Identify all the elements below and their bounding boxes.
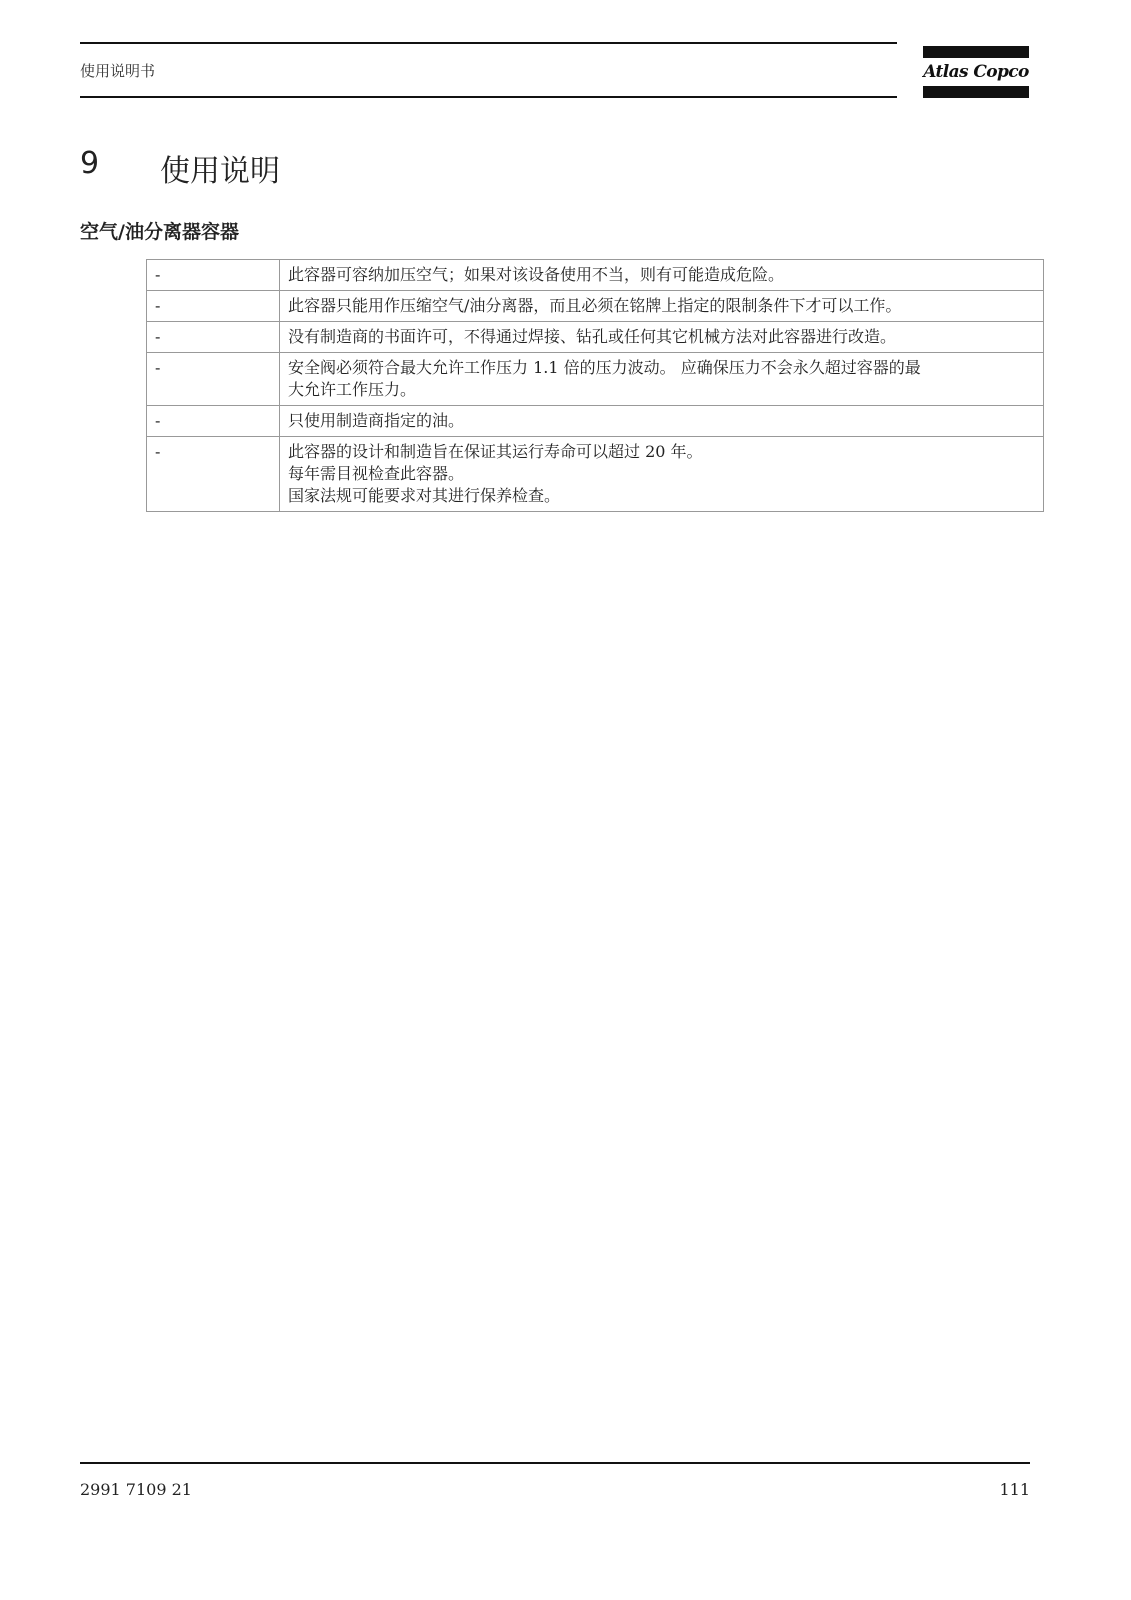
logo-bottom-bar <box>923 86 1029 98</box>
rule-bullet: - <box>147 291 280 322</box>
rule-text-line: 每年需目视检查此容器。 <box>288 464 465 483</box>
rule-text-line: 此容器的设计和制造旨在保证其运行寿命可以超过 20 年。 <box>288 442 703 461</box>
header-bottom-rule <box>80 96 897 98</box>
rule-text-line: 此容器可容纳加压空气；如果对该设备使用不当，则有可能造成危险。 <box>288 265 785 284</box>
footer-page-number: 111 <box>999 1480 1030 1499</box>
rules-table <box>146 259 1044 512</box>
atlas-copco-logo <box>923 46 1029 98</box>
chapter-number: 9 <box>80 146 100 181</box>
logo-wordmark: Atlas Copco <box>923 62 1029 82</box>
rule-row <box>147 406 1044 437</box>
rule-text-line: 没有制造商的书面许可，不得通过焊接、钻孔或任何其它机械方法对此容器进行改造。 <box>288 327 897 346</box>
logo-top-bar <box>923 46 1029 58</box>
header-top-rule <box>80 42 897 44</box>
rule-row <box>147 291 1044 322</box>
rule-text <box>280 291 1044 322</box>
footer-rule <box>80 1462 1030 1464</box>
rule-text <box>280 322 1044 353</box>
rule-bullet: - <box>147 437 280 512</box>
footer-doc-number: 2991 7109 21 <box>80 1480 192 1499</box>
rule-bullet: - <box>147 260 280 291</box>
rule-row <box>147 437 1044 512</box>
rule-row <box>147 353 1044 406</box>
rule-text-line: 国家法规可能要求对其进行保养检查。 <box>288 486 561 505</box>
rule-text-line: 大允许工作压力。 <box>288 380 417 399</box>
rule-text-line: 此容器只能用作压缩空气/油分离器，而且必须在铭牌上指定的限制条件下才可以工作。 <box>288 296 902 315</box>
rule-text <box>280 260 1044 291</box>
rule-row <box>147 260 1044 291</box>
header-title: 使用说明书 <box>80 62 156 80</box>
rule-row <box>147 322 1044 353</box>
rule-text <box>280 406 1044 437</box>
chapter-title: 使用说明 <box>160 154 280 189</box>
rule-bullet: - <box>147 322 280 353</box>
rule-bullet: - <box>147 406 280 437</box>
rule-text-line: 安全阀必须符合最大允许工作压力 1.1 倍的压力波动。 应确保压力不会永久超过容器的最 <box>288 358 921 377</box>
section-title: 空气/油分离器容器 <box>80 221 239 243</box>
rule-text-line: 只使用制造商指定的油。 <box>288 411 465 430</box>
rule-text <box>280 353 1044 406</box>
rule-text <box>280 437 1044 512</box>
rules-table-body <box>147 260 1044 512</box>
rule-bullet: - <box>147 353 280 406</box>
